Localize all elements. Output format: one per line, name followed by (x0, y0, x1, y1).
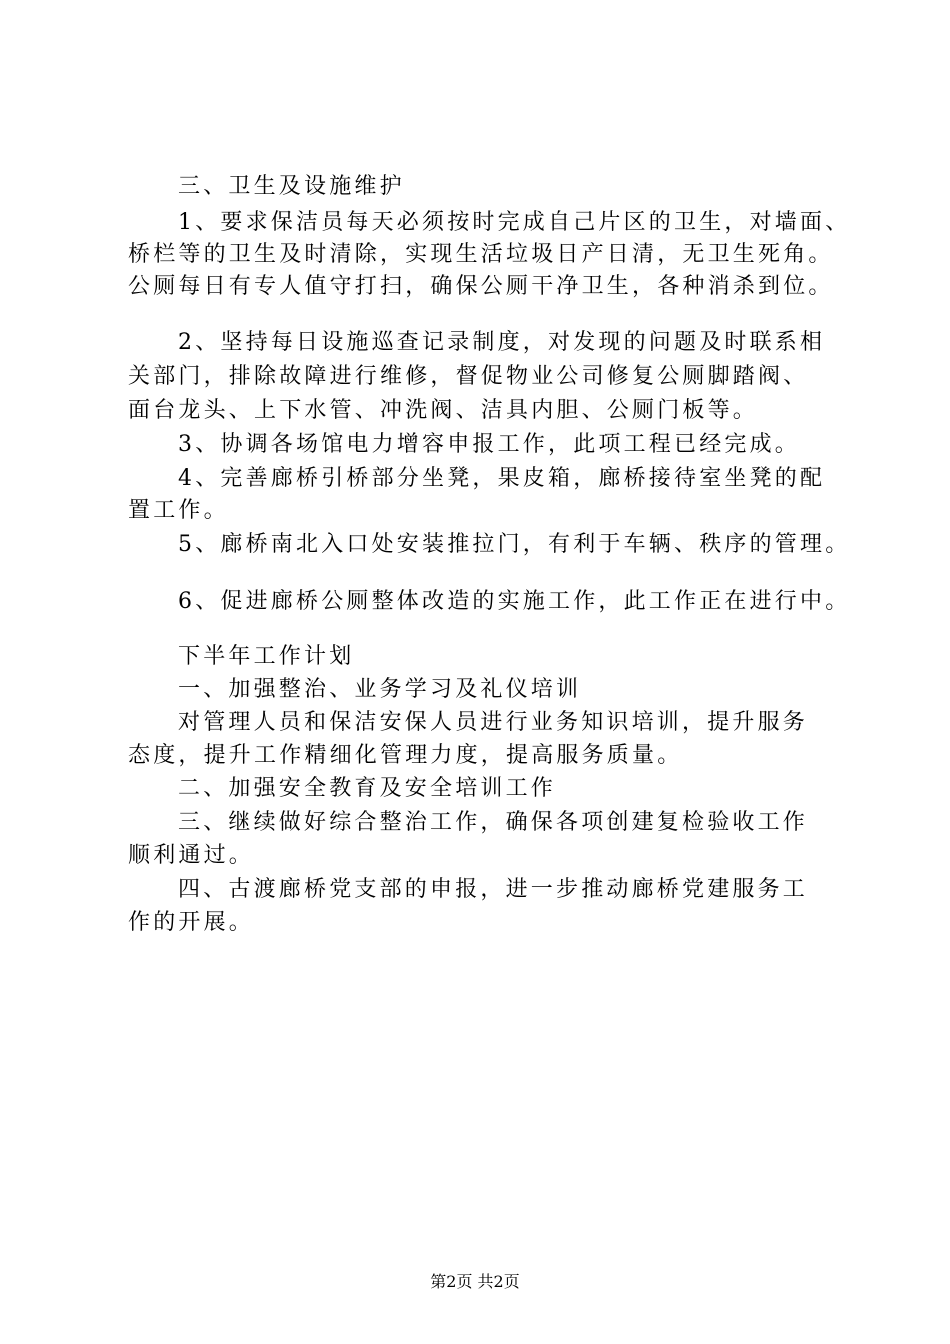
paragraph-line: 1、要求保洁员每天必须按时完成自己片区的卫生，对墙面、 (178, 210, 851, 235)
paragraph-line: 置工作。 (128, 498, 229, 523)
paragraph-line: 顺利通过。 (128, 843, 255, 868)
paragraph-line: 公厕每日有专人值守打扫，确保公厕干净卫生，各种消杀到位。 (128, 274, 834, 299)
paragraph-line: 三、继续做好综合整治工作，确保各项创建复检验收工作 (178, 810, 809, 835)
paragraph-line: 4、完善廊桥引桥部分坐凳，果皮箱，廊桥接待室坐凳的配 (178, 466, 826, 491)
paragraph-line: 3、协调各场馆电力增容申报工作，此项工程已经完成。 (178, 432, 800, 457)
paragraph-line: 关部门，排除故障进行维修，督促物业公司修复公厕脚踏阀、 (128, 364, 809, 389)
paragraph-line: 四、古渡廊桥党支部的申报，进一步推动廊桥党建服务工 (178, 877, 809, 902)
paragraph-line: 2、坚持每日设施巡查记录制度，对发现的问题及时联系相 (178, 330, 826, 355)
section-heading: 三、卫生及设施维护 (178, 174, 405, 199)
paragraph-line: 面台龙头、上下水管、冲洗阀、洁具内胆、公厕门板等。 (128, 398, 759, 423)
paragraph-line: 作的开展。 (128, 910, 255, 935)
section-heading: 下半年工作计划 (178, 644, 355, 669)
paragraph-line: 5、廊桥南北入口处安装推拉门，有利于车辆、秩序的管理。 (178, 532, 851, 557)
paragraph-line: 桥栏等的卫生及时清除，实现生活垃圾日产日清，无卫生死角。 (128, 242, 834, 267)
paragraph-line: 态度，提升工作精细化管理力度，提高服务质量。 (128, 743, 683, 768)
section-heading: 一、加强整治、业务学习及礼仪培训 (178, 677, 582, 702)
section-heading: 二、加强安全教育及安全培训工作 (178, 776, 557, 801)
page-footer: 第2页 共2页 (430, 1272, 520, 1291)
paragraph-line: 6、促进廊桥公厕整体改造的实施工作，此工作正在进行中。 (178, 589, 851, 614)
paragraph-line: 对管理人员和保洁安保人员进行业务知识培训，提升服务 (178, 710, 809, 735)
